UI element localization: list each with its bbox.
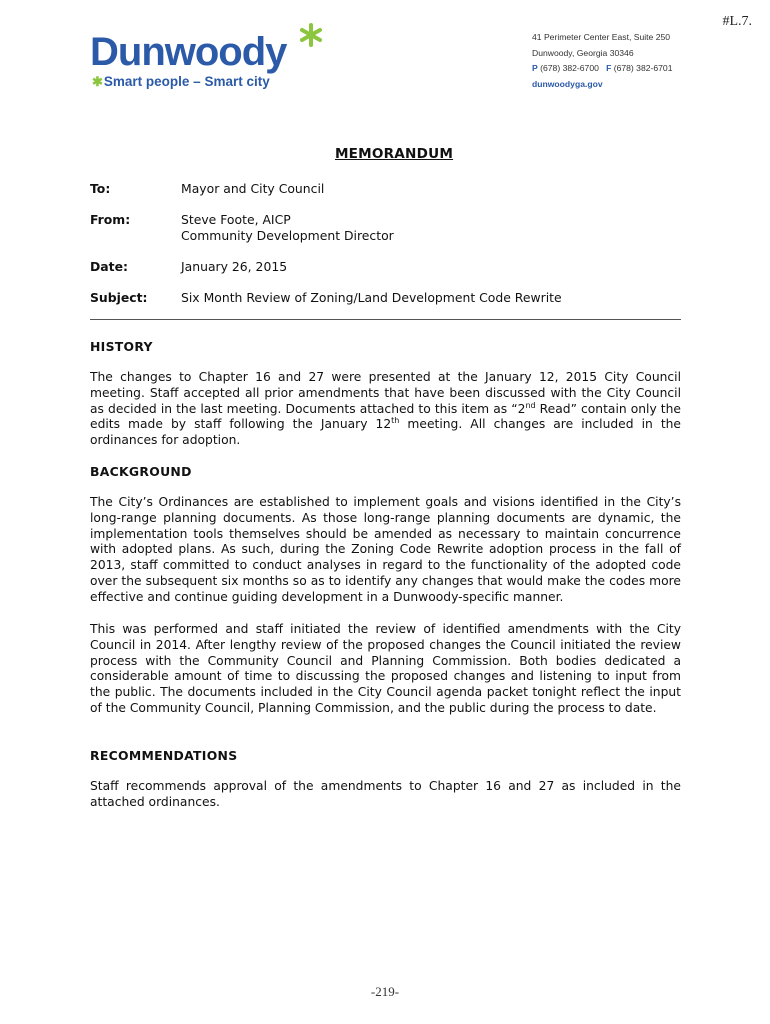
tagline-text: Smart people – Smart city <box>103 74 270 89</box>
fax-number: (678) 382-6701 <box>613 63 673 74</box>
history-sup-a: nd <box>525 400 536 410</box>
recommendations-heading: RECOMMENDATIONS <box>90 748 238 763</box>
history-paragraph <box>90 370 681 449</box>
logo-wordmark: Dunwoody <box>90 30 287 74</box>
background-heading: BACKGROUND <box>90 464 192 479</box>
history-text-b: Read” contain only the edits made by staff following the January 12 <box>90 401 681 432</box>
from-label: From: <box>90 212 131 227</box>
recommendations-paragraph: Staff recommends approval of the amendments to Chapter 16 and 27 as included in the attached ordinances. <box>90 779 681 809</box>
history-heading: HISTORY <box>90 339 153 354</box>
subject-value: Six Month Review of Zoning/Land Development Code Rewrite <box>181 290 562 305</box>
history-text-a: The changes to Chapter 16 and 27 were presented at the January 12, 2015 City Council meeting. Staff accepted all prior amendments that have been discussed with the City Council as decided in the last meeting. Documents attached to this item as “2 <box>90 370 681 416</box>
to-value: Mayor and City Council <box>181 181 325 196</box>
background-paragraph-2: This was performed and staff initiated the review of identified amendments with the City Council in 2014. After lengthy review of the proposed changes the Council initiated the review process with the Community Council and Planning Commission. Both bodies dedicated a considerable amount of time to discussing the proposed changes and listening to input from the public. The documents included in the City Council agenda packet tonight reflect the input of the Community Council, Planning Commission, and the public during the process to date. <box>90 622 681 715</box>
from-title: Community Development Director <box>181 228 394 243</box>
page-number: -219- <box>370 984 400 999</box>
date-label: Date: <box>90 259 128 274</box>
background-paragraph-1: The City’s Ordinances are established to implement goals and visions identified in the City’s long-range planning documents. As those long-range planning documents are dynamic, the implementation tools themselves should be amended as necessary to maintain concurrence with adopted plans. As such, during the Zoning Code Rewrite adoption process in the fall of 2013, staff committed to conduct analyses in regard to the functionality of the adopted code over the subsequent six months so as to identify any changes that would make the codes more effective and continue guiding development in a Dunwoody-specific manner. <box>90 495 681 604</box>
address-line-1: 41 Perimeter Center East, Suite 250 <box>532 32 671 42</box>
logo-tagline <box>92 74 270 90</box>
memo-title: MEMORANDUM <box>334 146 454 162</box>
phone-label: P <box>532 63 538 74</box>
subject-label: Subject: <box>90 290 148 305</box>
website-link[interactable]: dunwoodyga.gov <box>532 78 603 89</box>
contact-numbers <box>532 61 673 77</box>
from-name: Steve Foote, AICP <box>181 212 291 227</box>
tagline-star-icon: ✱ <box>92 74 103 89</box>
history-text-c: meeting. All changes are included in the ordinances for adoption. <box>90 417 682 448</box>
date-value: January 26, 2015 <box>181 259 288 274</box>
dunwoody-logo <box>90 22 330 92</box>
starburst-icon <box>298 22 324 48</box>
header-divider <box>90 319 681 320</box>
page-tag: #L.7. <box>722 14 752 29</box>
letterhead-address <box>532 30 673 92</box>
address-line-2: Dunwoody, Georgia 30346 <box>532 47 634 58</box>
phone-number: (678) 382-6700 <box>540 63 599 74</box>
history-sup-b: th <box>391 416 400 426</box>
to-label: To: <box>90 181 111 196</box>
fax-label: F <box>606 63 612 74</box>
